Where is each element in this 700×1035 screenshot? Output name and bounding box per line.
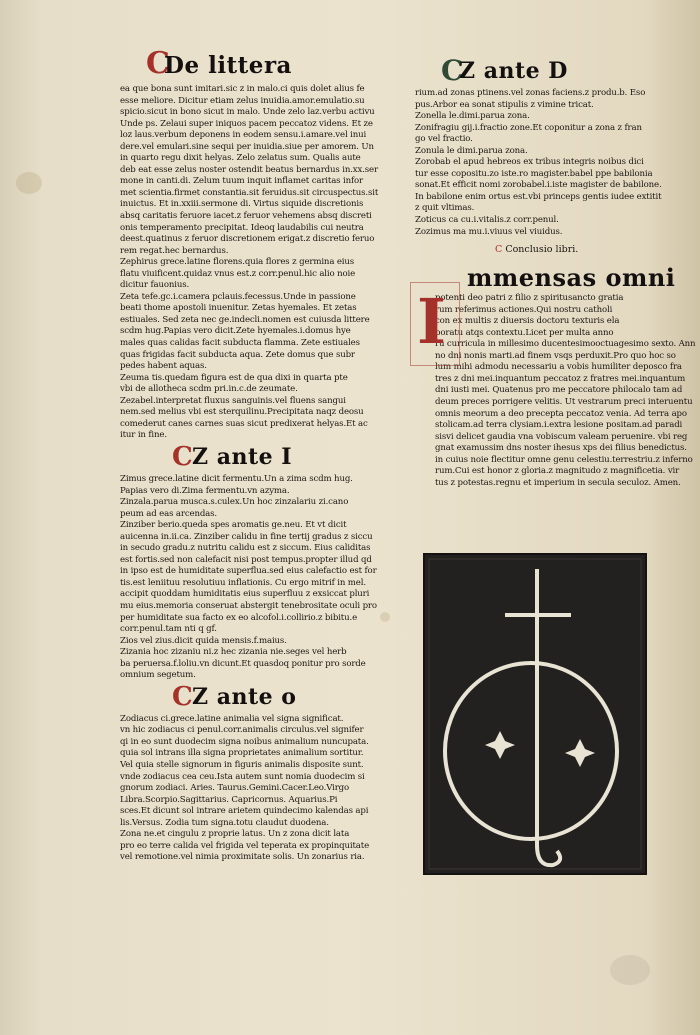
stain — [16, 172, 42, 194]
text-line: Zoticus ca cu.i.vitalis.z corr.penul. — [415, 215, 559, 226]
text-block — [120, 474, 400, 682]
text-block — [415, 88, 665, 238]
text-line: rium.ad zonas ptinens.vel zonas faciens.z produ.b. Eso — [415, 88, 646, 98]
text-line: tres z dni mei.inquantum peccatoz z fratres mei.inquantum — [435, 373, 686, 384]
text-line: boratu atqs contextu.Licet per multa anno — [435, 327, 614, 338]
text-line: sisvi delicet gaudia vna vobiscum valeam peruenire. vbi reg — [435, 431, 688, 442]
text-line: tus z potestas.regnu et imperium in secula seculoz. Amen. — [435, 477, 681, 488]
text-line: Zios vel zius.dicit quida mensis.f.maius. — [120, 635, 287, 646]
text-line: Zephirus grece.latine florens.quia flores z germina eius — [120, 257, 355, 268]
text-line: rum.Cui est honor z gloria.z magnitudo z magnificetia. vir — [435, 466, 680, 477]
text-line: spicio.sicut in bono sicut in malo. Unde zelo laz.verbu activu — [120, 107, 375, 118]
text-line: potenti deo patri z filio z spiritusancto gratia — [435, 293, 624, 304]
text-line: Zinzala.parua musca.s.culex.Un hoc zinzalariu zi.cano — [120, 497, 349, 508]
text-line: males quas calidas facit subducta flamma. Zete estiuales — [120, 338, 360, 349]
text-line: per humiditate sua facto ex eo alcofol.i.collirio.z bibitu.e — [120, 612, 358, 623]
text-line: Libra.Scorpio.Sagittarius. Capricornus. Aquarius.Pi — [120, 794, 338, 805]
text-line: in ipso est de humiditate superflua.sed eius calefactio est for — [120, 566, 377, 577]
text-line: Zeta tefe.gc.i.camera pclauis.fecessus.Unde in passione — [120, 291, 356, 302]
heading-capital: C — [172, 681, 194, 712]
text-line: Unde ps. Zelaui super iniquos pacem peccatoz videns. Et ze — [120, 118, 373, 129]
text-line: Papias vero di.Zima fermentu.vn azyma. — [120, 485, 290, 496]
text-line: Zizania hoc zizaniu ni.z hec zizania nie.seges vel herb — [120, 647, 347, 658]
text-line: in quarto regu dixit helyas. Zelo zelatus sum. Qualis aute — [120, 153, 361, 164]
text-line: vnde zodiacus cea ceu.Ista autem sunt nomia duodecim si — [120, 771, 365, 782]
section-heading-right — [441, 54, 665, 88]
text-line: absq caritatis feruore iacet.z feruor vehemens absq discreti — [120, 211, 372, 222]
text-line: pro eo terre calida vel frigida vel teperata ex propinquitate — [120, 840, 370, 851]
text-line: qi in eo sunt duodecim signa noibus animalium nuncupata. — [120, 736, 369, 747]
section-heading-i — [172, 441, 400, 474]
text-line: gnat examussim dns noster ihesus xps dei filius benedictus. — [435, 443, 687, 454]
text-line: deest.quatinus z feruor discretionem erigat.z discretio feruo — [120, 234, 375, 245]
text-line: flatu viuificent.quidaz vnus est.z corr.penul.hic alio noie — [120, 268, 356, 279]
text-line: auicenna in.ii.ca. Zinziber calidu in fine tertij gradus z siccu — [120, 531, 373, 542]
heading-text: Z ante D — [459, 58, 568, 84]
conclusio-heading — [467, 263, 676, 293]
text-line: rem regat.hec bernardus. — [120, 245, 229, 256]
text-block — [435, 293, 696, 489]
text-line: deb eat esse zelus noster ostendit beatus bernardus in.xx.ser — [120, 164, 378, 175]
section-heading — [146, 46, 400, 84]
text-line: Zinziber berio.queda spes aromatis ge.neu. Et vt dicit — [120, 520, 347, 531]
decorated-initial — [410, 282, 460, 366]
text-line: dere.vel emulari.sine sequi per inuidia.siue per amorem. Un — [120, 141, 374, 152]
text-line: scdm hug.Papias vero dicit.Zete hyemales.i.domus hye — [120, 326, 351, 337]
text-line: esse meliore. Dicitur etiam zelus inuidia.amor.emulatio.su — [120, 95, 365, 106]
text-line: mone in canti.di. Zelum tuum inquit inflamet caritas infor — [120, 176, 363, 187]
text-line: ea que bona sunt imitari.sic z in malo.ci quis dolet alius fe — [120, 84, 365, 94]
text-line: quas frigidas facit subducta aqua. Zete domus que subr — [120, 349, 355, 360]
text-line: met scientia.firmet constantia.sit feruidus.sit circuspectus.sit — [120, 187, 379, 198]
text-line: mu eius.memoria conseruat abstergit tenebrositate oculi pro — [120, 600, 377, 611]
text-line: sces.Et dicunt sol intrare arietem quindecimo kalendas api — [120, 806, 369, 817]
text-block — [120, 714, 400, 864]
text-line: gnorum zodiaci. Aries. Taurus.Gemini.Cacer.Leo.Virgo — [120, 783, 350, 794]
text-line: peum ad eas arcendas. — [120, 508, 217, 519]
text-line: quia sol intrans illa signa proprietates animalium sortitur. — [120, 748, 364, 759]
text-line: go vel fractio. — [415, 134, 473, 145]
heading-capital: C — [441, 54, 464, 87]
text-line: vbi de allotheca scdm pri.in.c.de zeumate. — [120, 384, 298, 395]
stain — [610, 955, 650, 985]
heading-text: Z ante o — [192, 683, 297, 710]
rubric-mark: C — [495, 244, 503, 256]
text-line: Zonifragiu gij.i.fractio zone.Et coponitur a zona z fran — [415, 122, 642, 133]
text-line: Zozimus ma mu.i.viuus vel viuidus. — [415, 226, 563, 237]
text-line: accipit quoddam humiditatis eius superfluu z exsiccat pluri — [120, 589, 370, 600]
text-line: comederut canes carnes suas sicut predixerat helyas.Et ac — [120, 418, 368, 429]
text-line: omnis meorum a deo precepta peccatoz venia. Ad terra apo — [435, 408, 687, 419]
text-line: pus.Arbor ea sonat stipulis z vimine tricat. — [415, 99, 594, 110]
text-line: ba peruersa.f.loliu.vn dicunt.Et quasdoq ponitur pro sorde — [120, 658, 366, 669]
text-line: stolicam.ad terra clysiam.i.extra lesione positam.ad paradi — [435, 420, 683, 431]
printers-mark-icon — [425, 555, 645, 873]
text-line: Zezabel.interpretat fluxus sanguinis.vel fluens sangui — [120, 395, 346, 406]
text-line: tur esse copositu.zo iste.ro magister.babel ppe babilonia — [415, 168, 653, 179]
text-line: z quit vltimas. — [415, 203, 475, 214]
right-column — [415, 54, 696, 489]
text-line: estiuales. Sed zeta nec ge.indecli.nomen est cuiusda littere — [120, 314, 370, 325]
text-line: Zimus grece.latine dicit fermentu.Un a zima scdm hug. — [120, 473, 353, 484]
text-line: corr.penul.tam nti q gf. — [120, 624, 217, 635]
text-line: deum preces porrigere velitis. Ut vestrarum preci interuentu — [435, 397, 693, 408]
text-line: Zorobab el apud hebreos ex tribus integris noibus dici — [415, 157, 644, 168]
text-line: dni iusti mei. Quatenus pro me peccatore philocalo tam ad — [435, 385, 683, 396]
text-line: lis.Versus. Zodia tum signa.totu claudut duodena. — [120, 817, 329, 828]
text-line: onis temperamento precipitat. Ideoq laudabilis cui neutra — [120, 222, 364, 233]
text-line: nem.sed melius vbi est sterquilinu.Precipitata naqz deosu — [120, 407, 364, 418]
heading-text: Z ante I — [192, 443, 293, 470]
initial-letter: I — [417, 285, 447, 358]
text-line: Vel quia stelle signorum in figuris animalis disposite sunt. — [120, 759, 364, 770]
text-line: no dni nonis marti.ad finem vsqs perduxit.Pro quo hoc so — [435, 350, 676, 361]
text-line: loz laus.verbum deponens in eodem sensu.i.amare.vel inui — [120, 130, 367, 141]
text-line: in cuius noie flectitur omne genu celestiu.terrestriu.z inferno — [435, 454, 693, 465]
rubric-text: Conclusio libri. — [505, 244, 579, 256]
text-line: in secudo gradu.z nutritu calidu est z siccum. Eius caliditas — [120, 543, 371, 554]
text-line: tis.est leniituu resolutiuu inflationis. Cu ergo mitrif in mel. — [120, 577, 366, 588]
rubric — [495, 244, 665, 255]
text-line: omnium segetum. — [120, 670, 196, 681]
heading-text: mmensas omni — [467, 263, 676, 293]
text-line: ru curricula in millesimo ducentesimooctuagesimo sexto. Ann — [435, 339, 696, 350]
heading-text: De littera — [164, 52, 292, 79]
text-line: dicitur fauonius. — [120, 280, 190, 291]
heading-capital: C — [172, 441, 194, 472]
text-line: lum mihi admodu necessariu a vobis humiliter deposco fra — [435, 362, 682, 373]
text-line: inuictus. Et in.xxiii.sermone di. Virtus siquide discretionis — [120, 199, 364, 210]
text-line: itur in fine. — [120, 430, 167, 441]
text-line: Zonula le dimi.parua zona. — [415, 145, 528, 156]
text-line: vel remotione.vel nimia proximitate solis. Un zonarius ria. — [120, 852, 365, 863]
text-line: rum referimus actiones.Qui nostru catholi — [435, 304, 613, 315]
text-line: sonat.Et efficit nomi zorobabel.i.iste magister de babilone. — [415, 180, 662, 191]
text-line: Zodiacus ci.grece.latine animalia vel signa significat. — [120, 713, 344, 724]
text-line: Zeuma tis.quedam figura est de qua dixi in quarta pte — [120, 372, 348, 383]
text-line: est fortis.sed non calefacit nisi post tempus.propter illud qd — [120, 554, 372, 565]
text-line: con ex multis z diuersis doctoru texturis ela — [435, 316, 620, 327]
left-column — [120, 46, 400, 864]
text-line: In babilone enim ortus est.vbi princeps gentis iudee extitit — [415, 191, 662, 202]
text-line: vn hic zodiacus ci penul.corr.animalis circulus.vel signifer — [120, 725, 364, 736]
text-line: pedes habent aquas. — [120, 361, 207, 372]
section-heading-o — [172, 681, 400, 714]
text-block — [120, 84, 400, 442]
text-line: Zonella le.dimi.parua zona. — [415, 111, 530, 122]
text-line: Zona ne.et cingulu z proprie latus. Un z zona dicit lata — [120, 829, 350, 840]
text-line: beati thome apostoli inuenitur. Zetas hyemales. Et zetas — [120, 303, 357, 314]
heading-capital: C — [146, 46, 171, 81]
printers-mark-woodcut — [423, 553, 647, 875]
